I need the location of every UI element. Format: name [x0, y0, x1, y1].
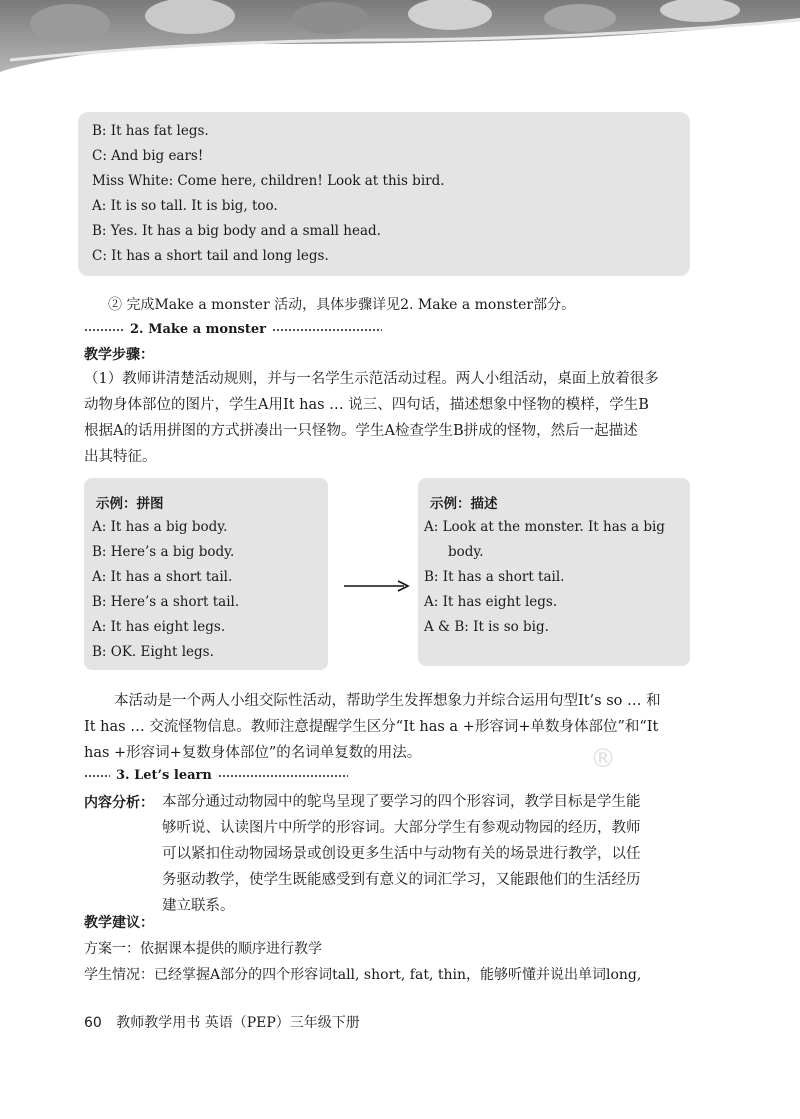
page-footer — [84, 1012, 360, 1032]
student-situation-text: 学生情况：已经掌握A部分的四个形容词tall, short, fat, thin，能够听懂并说出单词long, — [84, 967, 642, 983]
example-line: A & B: It is so big. — [424, 619, 549, 635]
example-title: 示例：拼图 — [96, 496, 164, 512]
paragraph-line: It has … 交流怪物信息。教师注意提醒学生区分“It has a +形容词+单数身体部位”和“It — [84, 719, 659, 735]
teaching-suggestions-label: 教学建议： — [84, 915, 154, 931]
paragraph-line: 本部分通过动物园中的鸵鸟呈现了要学习的四个形容词，教学目标是学生能 — [162, 794, 641, 810]
paragraph-line: 根据A的话用拼图的方式拼凑出一只怪物。学生A检查学生B拼成的怪物，然后一起描述 — [84, 423, 638, 439]
example-line: B: It has a short tail. — [424, 569, 565, 585]
example-line: A: Look at the monster. It has a big — [424, 519, 665, 535]
paragraph-line: 出其特征。 — [84, 449, 157, 465]
section-heading-3 — [84, 768, 348, 783]
paragraph-line: 本活动是一个两人小组交际性活动，帮助学生发挥想象力并综合运用句型It’s so … 和 — [114, 693, 661, 709]
paragraph-line: 可以紧扣住动物园场景或创设更多生活中与动物有关的场景进行教学，以任 — [162, 846, 641, 862]
dotted-decoration — [84, 328, 124, 332]
paragraph-line: 够听说、认读图片中所学的形容词。大部分学生有参观动物园的经历，教师 — [162, 820, 641, 836]
dialog-line: C: It has a short tail and long legs. — [92, 248, 329, 264]
dialog-line: Miss White: Come here, children! Look at this bird. — [92, 173, 445, 189]
registered-watermark: ® — [590, 744, 616, 774]
dialog-box — [78, 112, 690, 276]
example-line: B: Here’s a big body. — [92, 544, 235, 560]
dialog-line: C: And big ears! — [92, 148, 204, 164]
example-line: B: OK. Eight legs. — [92, 644, 214, 660]
plan-one-text: 方案一：依据课本提供的顺序进行教学 — [84, 941, 322, 957]
book-title: 教师教学用书 英语（PEP）三年级下册 — [116, 1015, 360, 1031]
paragraph-line: 动物身体部位的图片，学生A用It has … 说三、四句话，描述想象中怪物的模样，学生B — [84, 397, 649, 413]
summary-paragraph — [84, 688, 704, 766]
activity-paragraph — [84, 366, 704, 470]
example-line: A: It has eight legs. — [92, 619, 226, 635]
dialog-line: B: Yes. It has a big body and a small head. — [92, 223, 381, 239]
paragraph-line: （1）教师讲清楚活动规则，并与一名学生示范活动过程。两人小组活动，桌面上放着很多 — [84, 371, 659, 387]
dotted-decoration — [272, 328, 382, 332]
decorative-banner — [0, 0, 800, 78]
dialog-line: B: It has fat legs. — [92, 123, 209, 139]
paragraph-line: has +形容词+复数身体部位”的名词单复数的用法。 — [84, 745, 422, 761]
dialog-line: A: It is so tall. It is big, too. — [92, 198, 278, 214]
teaching-steps-label: 教学步骤： — [84, 347, 154, 363]
example-line: body. — [448, 544, 484, 560]
example-line: A: It has eight legs. — [424, 594, 558, 610]
dotted-decoration — [218, 774, 348, 778]
example-line: A: It has a big body. — [92, 519, 228, 535]
dotted-decoration — [84, 774, 110, 778]
section-title: 3. Let’s learn — [116, 768, 212, 783]
paragraph-line: 建立联系。 — [162, 898, 235, 914]
page-number: 60 — [84, 1015, 102, 1031]
example-title: 示例：描述 — [430, 496, 498, 512]
paragraph-line: 务驱动教学，使学生既能感受到有意义的词汇学习，又能跟他们的生活经历 — [162, 872, 641, 888]
example-box-describe — [418, 478, 690, 666]
step2-text: ② 完成Make a monster 活动，具体步骤详见2. Make a monster部分。 — [108, 297, 576, 313]
section-heading-2 — [84, 322, 382, 337]
example-line: A: It has a short tail. — [92, 569, 233, 585]
content-analysis-text — [162, 789, 702, 919]
example-box-puzzle — [84, 478, 328, 670]
example-line: B: Here’s a short tail. — [92, 594, 240, 610]
section-title: 2. Make a monster — [130, 322, 266, 337]
content-analysis-label: 内容分析： — [84, 795, 154, 811]
right-arrow-icon — [342, 578, 412, 598]
